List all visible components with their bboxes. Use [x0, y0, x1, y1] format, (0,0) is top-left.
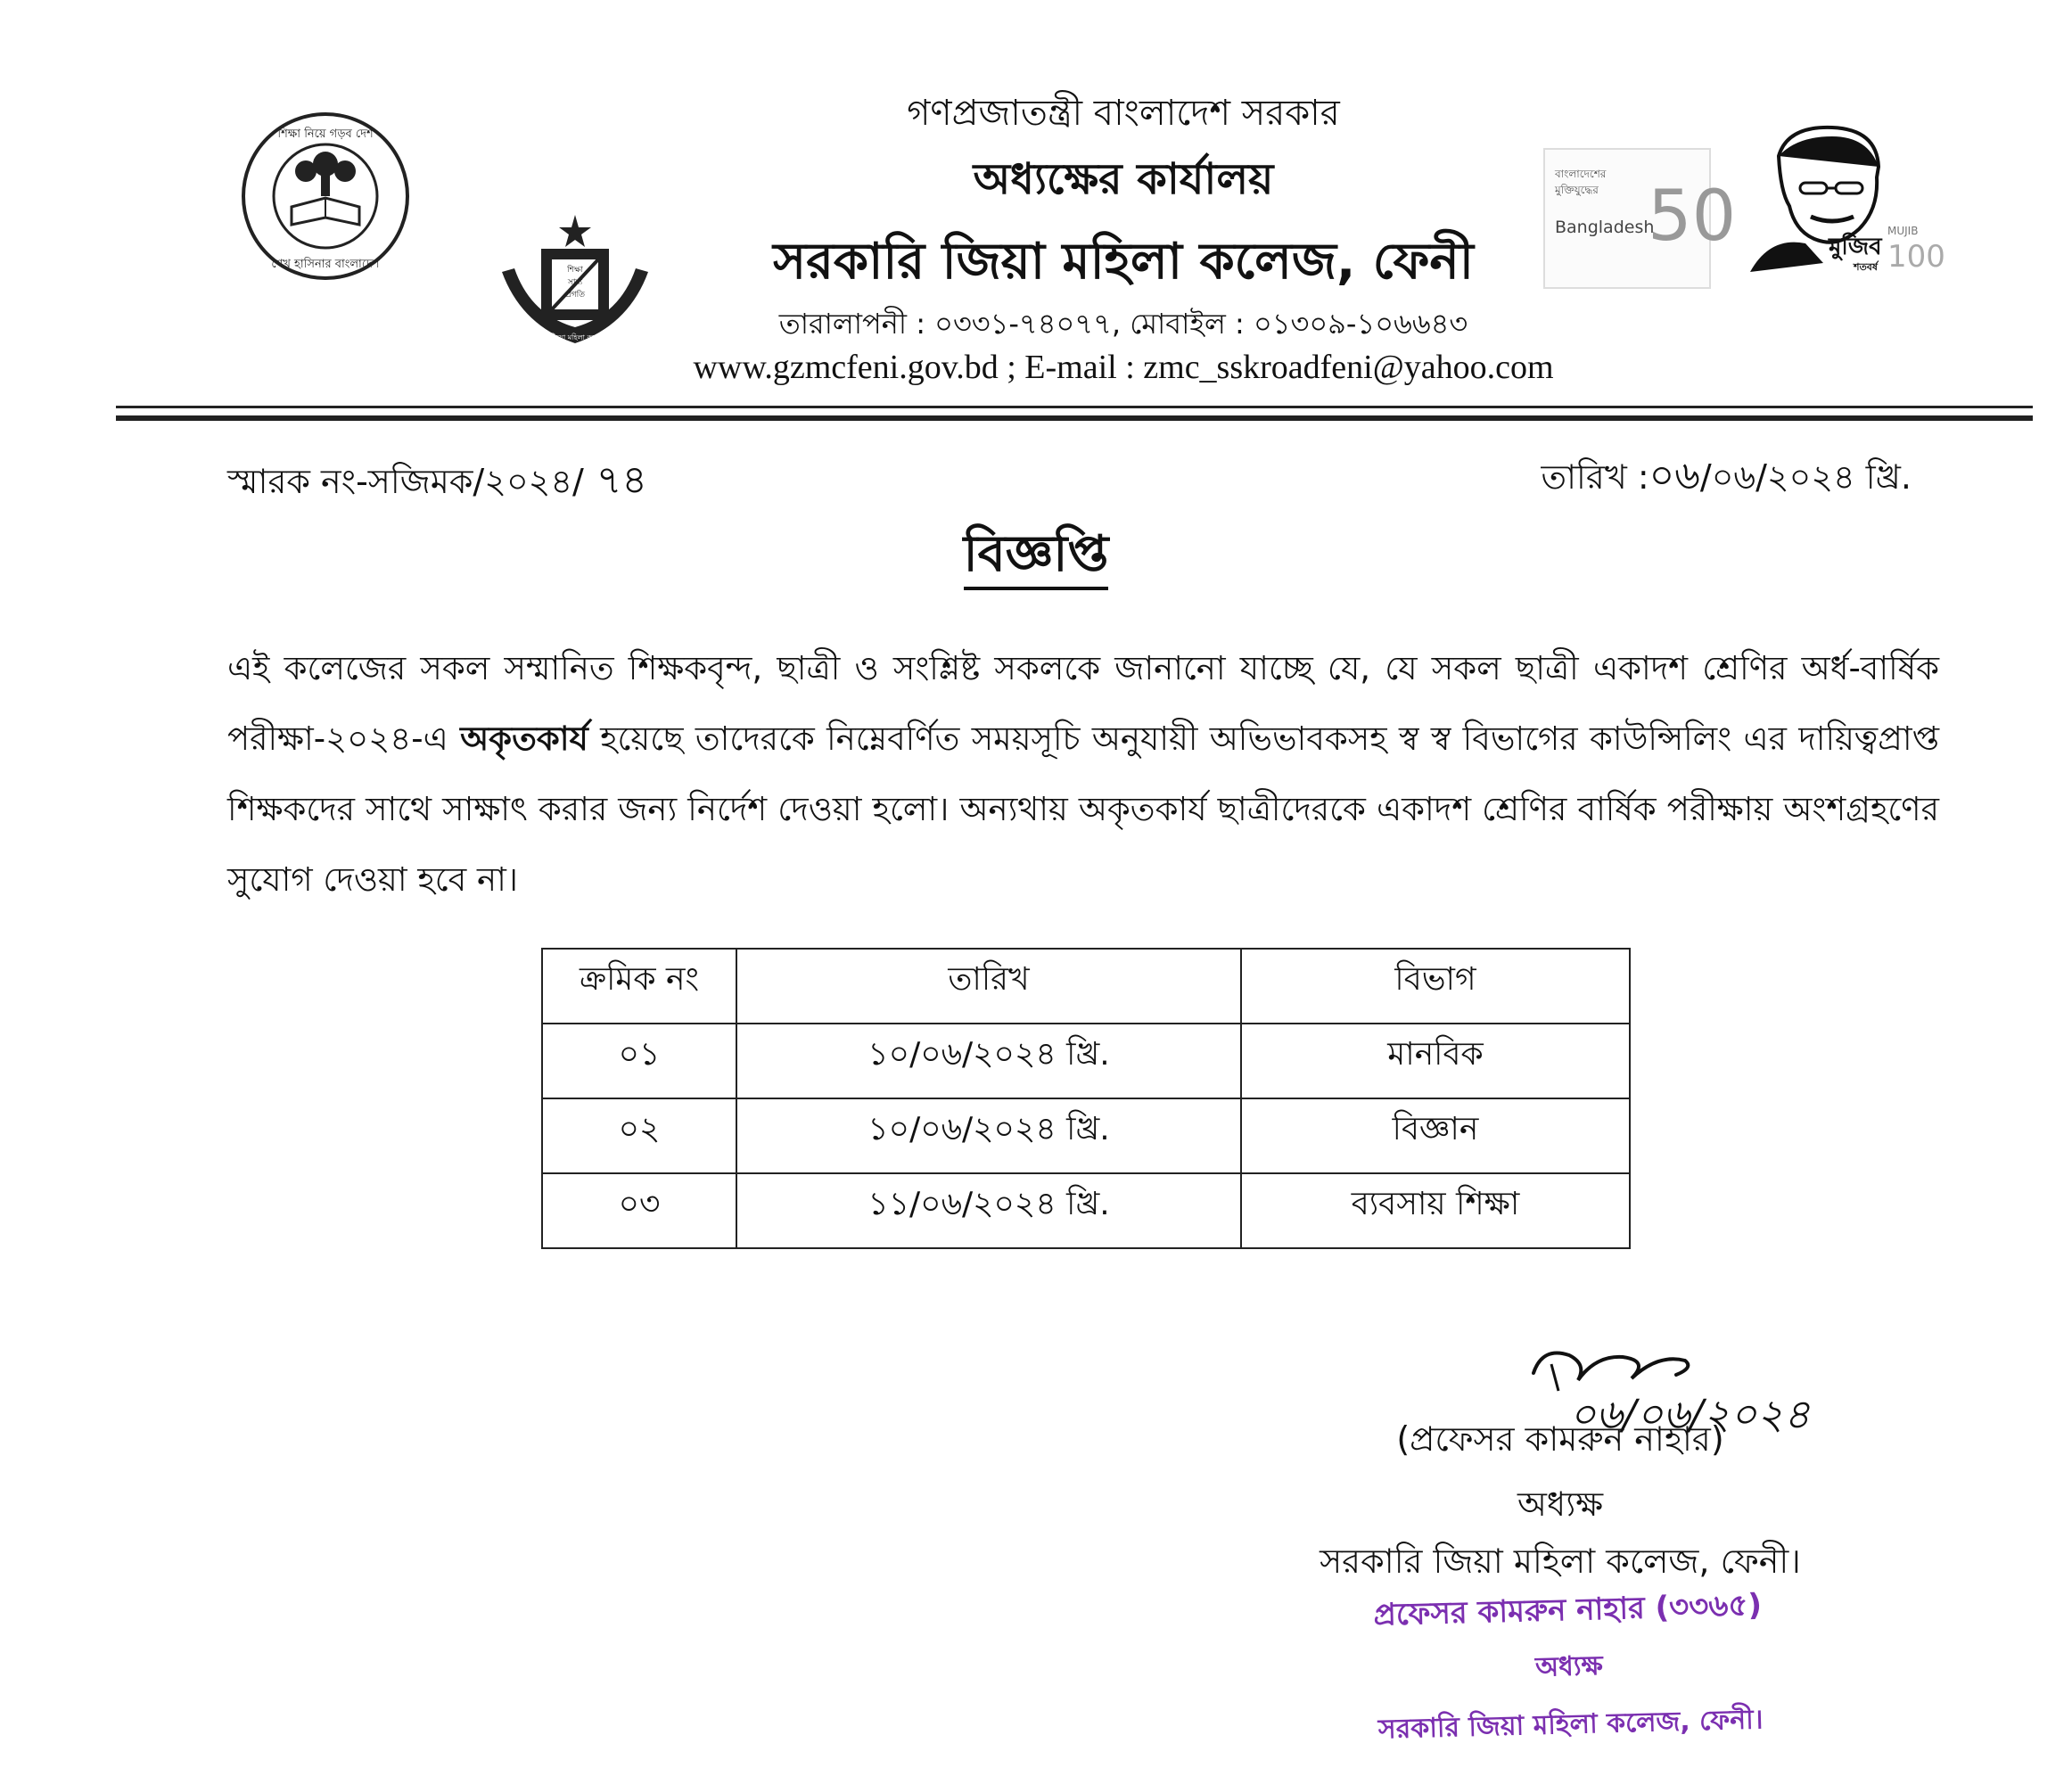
logo-shatabarsha-text: শতবর্ষ [1854, 261, 1878, 273]
body-text-after: হয়েছে তাদেরকে নিম্নেবর্ণিত সময়সূচি অনুযায়ী অভিভাবকসহ স্ব স্ব বিভাগের কাউন্সিলিং এর দায়িত্বপ্রাপ্ত শিক্ষকদের সাথে সাক্ষাৎ করার জন্য নির্দেশ দেওয়া হলো। অন্যথায় অকৃতকার্য ছাত্রীদেরকে একাদশ শ্রেণির বার্ষিক পরীক্ষায় অংশগ্রহণের সুযোগ দেওয়া হবে না। [227, 720, 1939, 899]
signatory-designation: অধ্যক্ষ [1517, 1484, 1603, 1524]
emblem-word-1: শিক্ষা [567, 266, 583, 275]
date-handwritten: ০৬ [1649, 453, 1700, 498]
signature-date: ০৬/০৬/২০২৪ [1569, 1390, 1811, 1438]
date-rest: /০৬/২০২৪ খ্রি. [1699, 457, 1912, 497]
emblem-word-3: প্রগতি [565, 291, 585, 300]
header-rule-thin [116, 406, 2033, 408]
cell-serial: ০১ [542, 1024, 736, 1098]
cell-date: ১০/০৬/২০২৪ খ্রি. [736, 1024, 1241, 1098]
notice-title [0, 515, 2072, 599]
cell-serial: ০২ [542, 1098, 736, 1173]
notice-date [1542, 446, 1912, 511]
notice-title-text: বিজ্ঞপ্তি [964, 525, 1109, 590]
cell-department: মানবিক [1241, 1024, 1630, 1098]
logo-text-line1: বাংলাদেশের [1555, 168, 1607, 180]
memo-number-handwritten: ৭৪ [596, 457, 647, 503]
memo-number [227, 450, 647, 515]
notice-body [227, 633, 1939, 915]
header-department: বিভাগ [1241, 949, 1630, 1024]
logo-100-text: 100 [1887, 239, 1945, 275]
cell-serial: ০৩ [542, 1173, 736, 1248]
mujib-100-logo [1743, 120, 1945, 276]
table-row [542, 1098, 1630, 1173]
seal-designation: অধ্যক্ষ [1534, 1650, 1604, 1683]
body-text-bold: অকৃতকার্য [460, 720, 588, 758]
college-name: সরকারি জিয়া মহিলা কলেজ, ফেনী [773, 233, 1474, 291]
seal-name: প্রফেসর কামরুন নাহার (৩৩৬৫) [1373, 1587, 1763, 1633]
memo-label: স্মারক নং-সজিমক/২০২৪/ [227, 462, 584, 501]
emblem-word-2: সাম্য [567, 278, 583, 287]
header-rule-thick [116, 415, 2033, 421]
office-name: অধ্যক্ষের কার্যালয় [973, 154, 1274, 204]
body-text-before: এই কলেজের সকল সম্মানিত শিক্ষকবৃন্দ, ছাত্রী ও সংশ্লিষ্ট সকলকে জানানো যাচ্ছে যে, যে সকল ছাত্রী একাদশ শ্রেণির অর্ধ-বার্ষিক পরীক্ষা-২০২৪-এ [227, 649, 1939, 758]
table-header-row [542, 949, 1630, 1024]
date-label: তারিখ : [1541, 457, 1649, 497]
logo-bangladesh-text: Bangladesh [1555, 218, 1655, 237]
cell-date: ১১/০৬/২০২৪ খ্রি. [736, 1173, 1241, 1248]
header-serial: ক্রমিক নং [542, 949, 736, 1024]
logo-50-text: 50 [1648, 177, 1737, 257]
counseling-schedule-table [541, 948, 1631, 1249]
government-name: গণপ্রজাতন্ত্রী বাংলাদেশ সরকার [907, 93, 1340, 134]
cell-department: বিজ্ঞান [1241, 1098, 1630, 1173]
table-row [542, 1173, 1630, 1248]
principal-seal [1336, 1581, 1804, 1755]
header-date: তারিখ [736, 949, 1241, 1024]
left-round-emblem [236, 107, 415, 285]
cell-date: ১০/০৬/২০২৪ খ্রি. [736, 1098, 1241, 1173]
signatory-name: (প্রফেসর কামরুন নাহার) [1396, 1419, 1724, 1459]
logo-mujib-text: মুজিব [1829, 234, 1882, 260]
emblem-text-top: শিক্ষা নিয়ে গড়ব দেশ [277, 127, 374, 141]
table-row [542, 1024, 1630, 1098]
cell-department: ব্যবসায় শিক্ষা [1241, 1173, 1630, 1248]
web-email-line: www.gzmcfeni.gov.bd ; E-mail : zmc_sskroadfeni@yahoo.com [693, 349, 1554, 386]
logo-mujib-en-text: MUJIB [1887, 225, 1919, 237]
phone-numbers: তারালাপনী : ০৩৩১-৭৪০৭৭, মোবাইল : ০১৩০৯-১০৬৬৪৩ [778, 307, 1468, 341]
logo-text-line2: মুক্তিযুদ্ধের [1555, 184, 1599, 196]
signatory-organization: সরকারি জিয়া মহিলা কলেজ, ফেনী। [1320, 1542, 1801, 1581]
emblem-ribbon-text: সরকারি জিয়া মহিলা কলেজ ফেনী [526, 333, 624, 341]
emblem-text-bottom: শেখ হাসিনার বাংলাদেশ [271, 258, 380, 271]
seal-organization: সরকারি জিয়া মহিলা কলেজ, ফেনী। [1377, 1704, 1764, 1746]
